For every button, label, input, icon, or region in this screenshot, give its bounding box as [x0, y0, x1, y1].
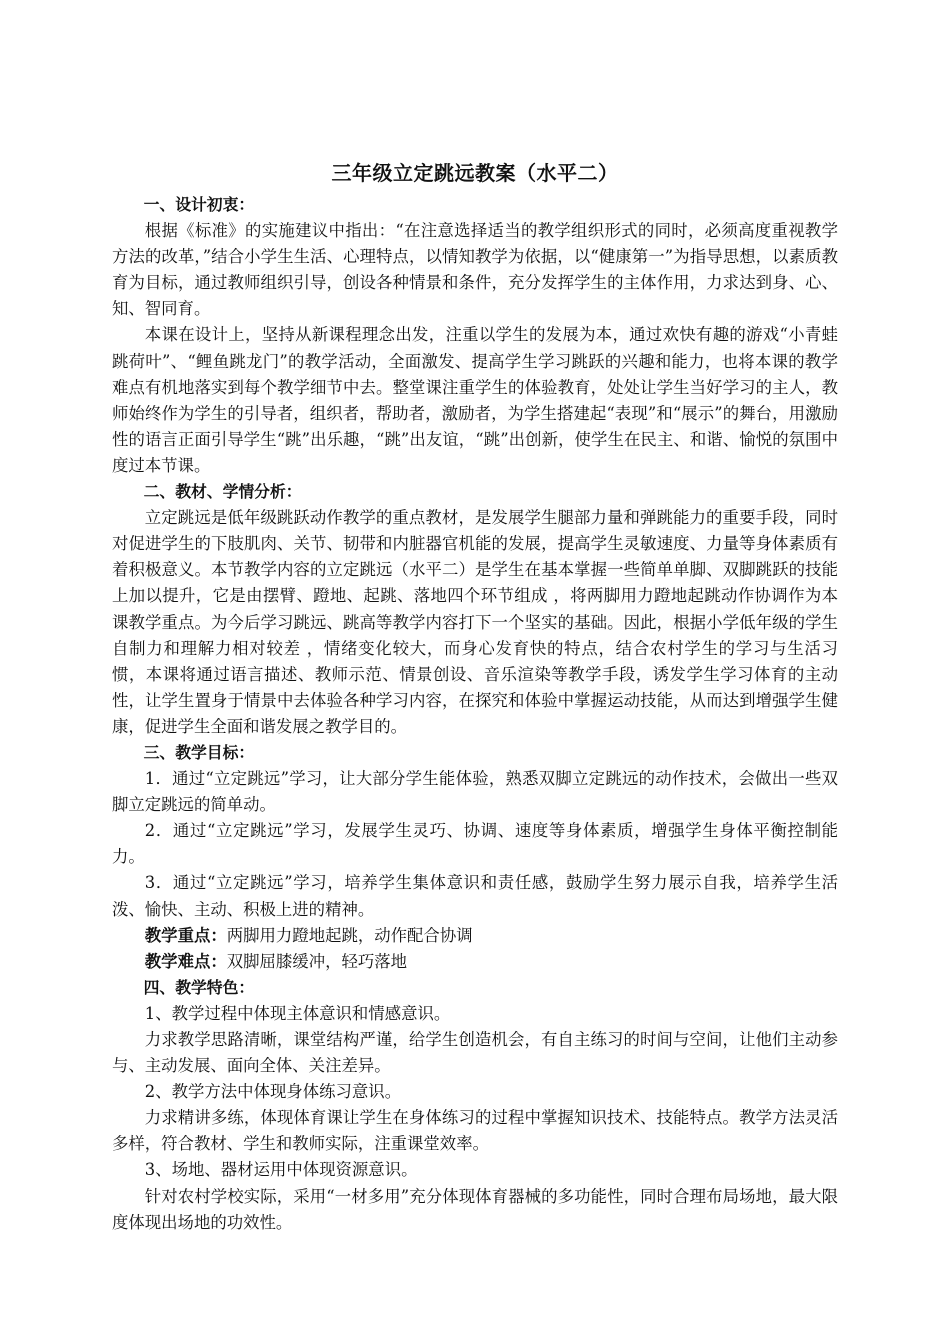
section-heading-design: 一、设计初衷：	[143, 195, 255, 214]
paragraph: 力求精讲多练，体现体育课让学生在身体练习的过程中掌握知识技术、技能特点。教学方法灵活多样，符合教材、学生和教师实际，注重课堂效率。	[112, 1108, 838, 1154]
goal-item: 2．通过“立定跳远”学习，发展学生灵巧、协调、速度等身体素质，增强学生身体平衡控制能力。	[112, 821, 838, 867]
document-page	[112, 158, 838, 1236]
key-point-label: 教学重点：	[144, 925, 227, 945]
section-heading-goals: 三、教学目标：	[143, 742, 255, 762]
key-point-line	[112, 923, 838, 949]
key-point-text: 两脚用力蹬地起跳，动作配合协调	[226, 925, 473, 945]
section-heading-features: 四、教学特色：	[143, 977, 255, 997]
feature-item: 3、场地、器材运用中体现资源意识。	[144, 1160, 418, 1180]
goal-item: 1．通过“立定跳远”学习，让大部分学生能体验，熟悉双脚立定跳远的动作技术，会做出一些双脚立定跳远的简单动。	[112, 769, 838, 815]
paragraph: 力求教学思路清晰，课堂结构严谨，给学生创造机会，有自主练习的时间与空间，让他们主动参与、主动发展、面向全体、关注差异。	[112, 1030, 838, 1076]
difficulty-label: 教学难点：	[144, 951, 227, 971]
paragraph: 根据《标准》的实施建议中指出：“在注意选择适当的教学组织形式的同时，必须高度重视教学方法的改革，”结合小学生生活、心理特点，以情知教学为依据，以“健康第一”为指导思想，以素质教育为目标，通过教师组织引导，创设各种情景和条件，充分发挥学生的主体作用，力求达到身、心、知、智同育。	[112, 221, 838, 319]
difficulty-line	[112, 949, 838, 975]
difficulty-text: 双脚屈膝缓冲，轻巧落地	[226, 951, 408, 971]
goal-item: 3．通过“立定跳远”学习，培养学生集体意识和责任感，鼓励学生努力展示自我，培养学生活泼、愉快、主动、积极上进的精神。	[112, 873, 838, 919]
paragraph: 本课在设计上，坚持从新课程理念出发，注重以学生的发展为本，通过欢快有趣的游戏“小青蛙跳荷叶”、“鲤鱼跳龙门”的教学活动，全面激发、提高学生学习跳跃的兴趣和能力，也将本课的教学难点有机地落实到每个教学细节中去。整堂课注重学生的体验教育，处处让学生当好学习的主人，教师始终作为学生的引导者，组织者，帮助者，激励者，为学生搭建起“表现”和“展示”的舞台，用激励性的语言正面引导学生“跳”出乐趣，“跳”出友谊，“跳”出创新，使学生在民主、和谐、愉悦的氛围中度过本节课。	[112, 325, 838, 475]
section-heading-analysis: 二、教材、学情分析：	[143, 482, 302, 502]
paragraph: 针对农村学校实际，采用“一材多用”充分体现体育器械的多功能性，同时合理布局场地，最大限度体现出场地的功效性。	[112, 1186, 838, 1232]
document-title: 三年级立定跳远教案（水平二）	[331, 161, 619, 185]
paragraph: 立定跳远是低年级跳跃动作教学的重点教材，是发展学生腿部力量和弹跳能力的重要手段，同时对促进学生的下肢肌肉、关节、韧带和内脏器官机能的发展，提高学生灵敏速度、力量等身体素质有着积极意义。本节教学内容的立定跳远（水平二）是学生在基本掌握一些简单单脚、双脚跳跃的技能上加以提升，它是由摆臂、蹬地、起跳、落地四个环节组成 ，将两脚用力蹬地起跳动作协调作为本课教学重点。为今后学习跳远、跳高等教学内容打下一个坚实的基础。因此，根据小学低年级的学生自制力和理解力相对较差 ，情绪变化较大，而身心发育快的特点，结合农村学生的学习与生活习惯，本课将通过语言描述、教师示范、情景创设、音乐渲染等教学手段，诱发学生学习体育的主动性，让学生置身于情景中去体验各种学习内容，在探究和体验中掌握运动技能，从而达到增强学生健康，促进学生全面和谐发展之教学目的。	[112, 508, 838, 736]
feature-item: 2、教学方法中体现身体练习意识。	[144, 1082, 402, 1102]
feature-item: 1、教学过程中体现主体意识和情感意识。	[144, 1003, 451, 1023]
